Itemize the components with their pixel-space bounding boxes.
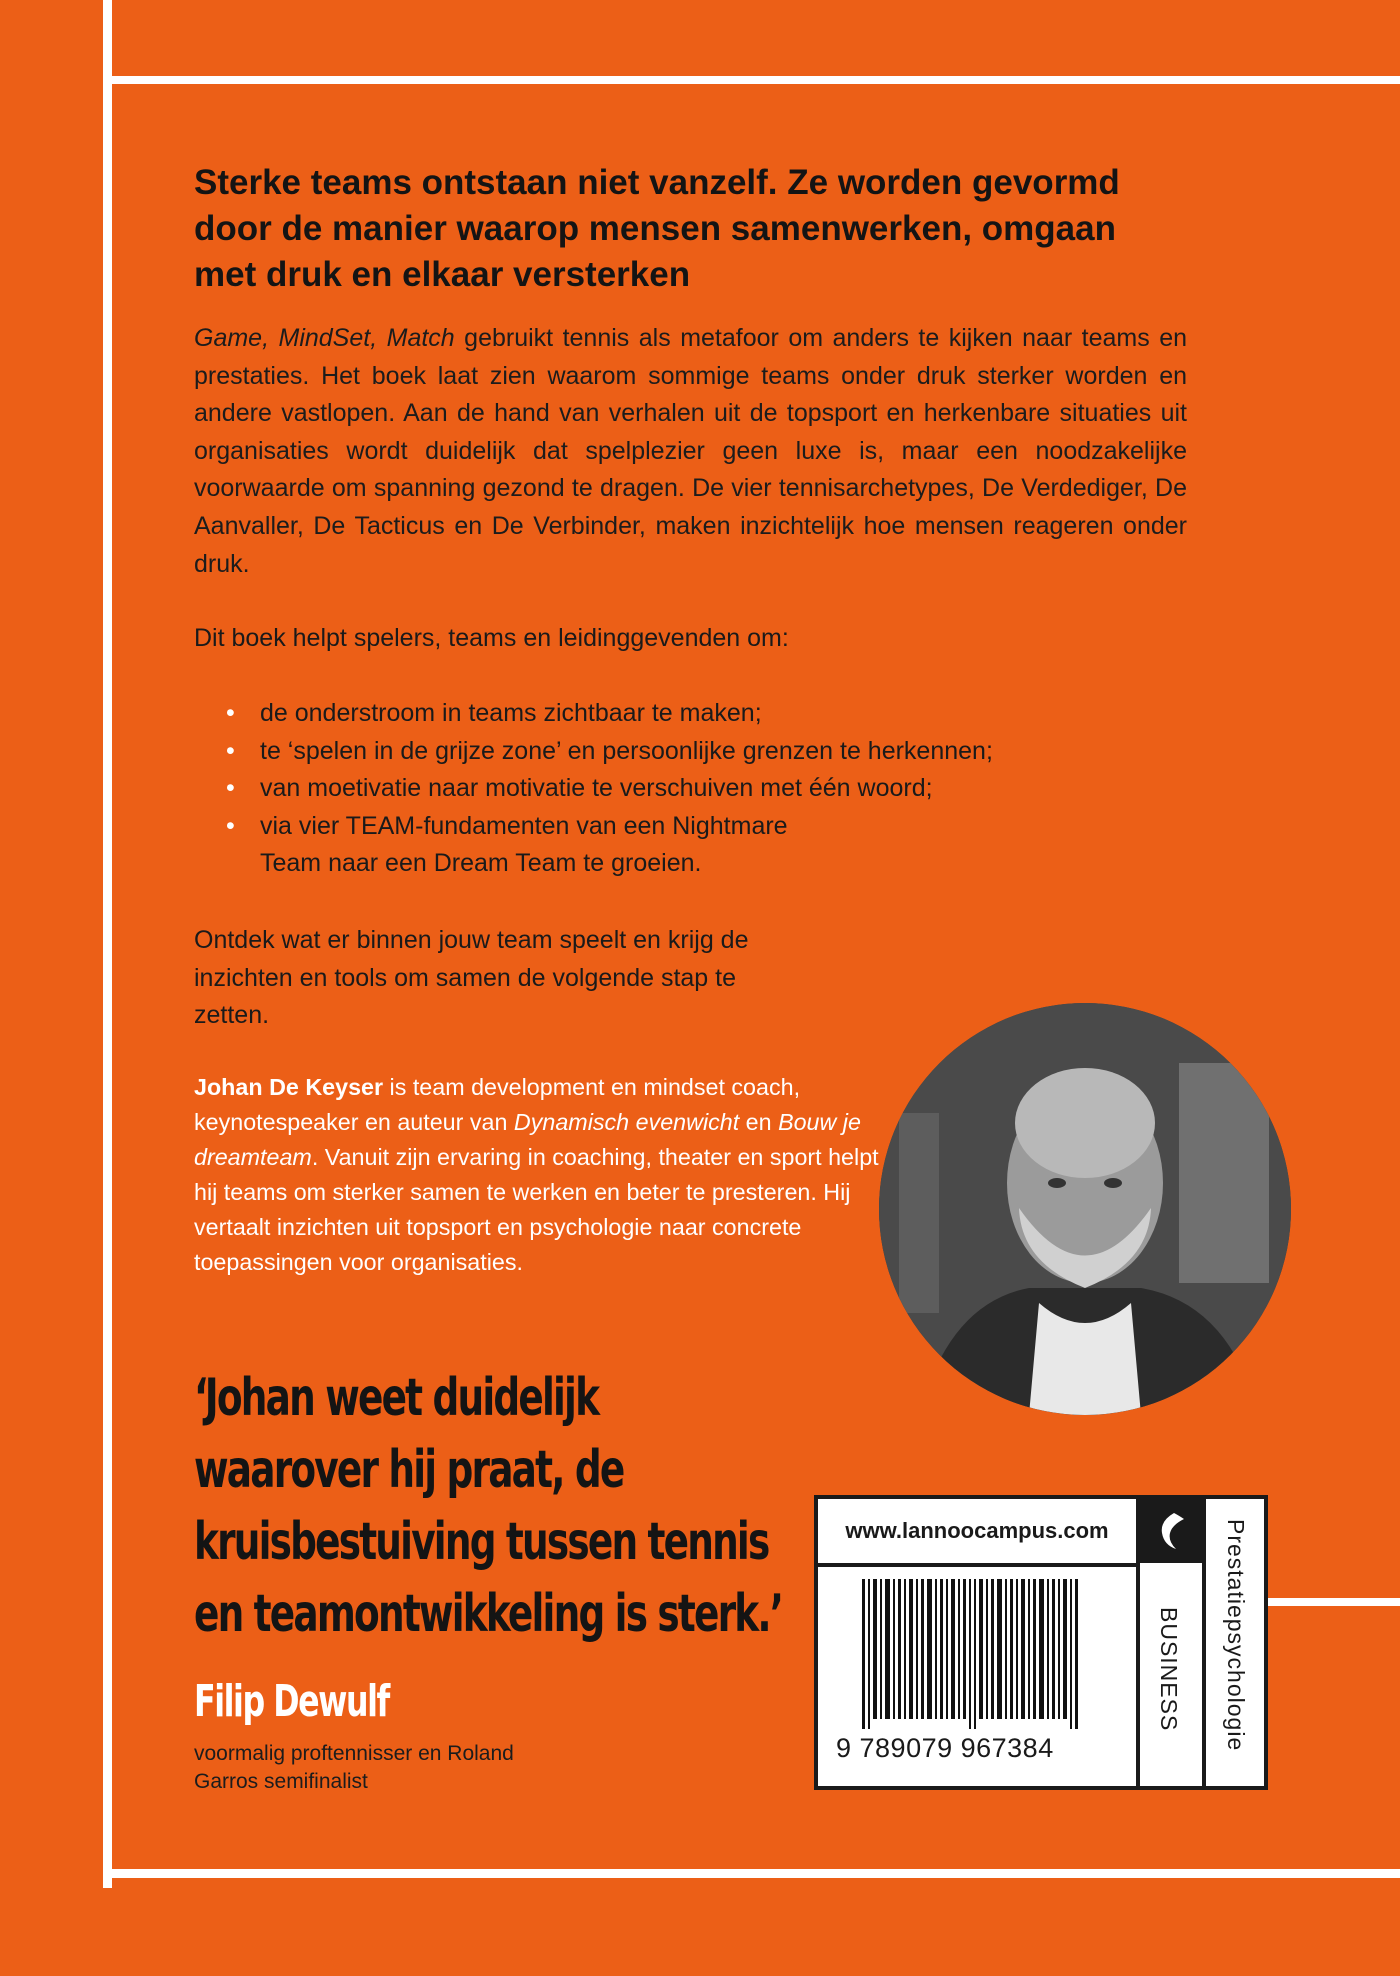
headline: Sterke teams ontstaan niet vanzelf. Ze worden gevormd door de manier waarop mensen samenwerken, omgaan met druk en elkaar versterken: [194, 163, 1120, 294]
endorsement-author: Filip Dewulf: [194, 1676, 389, 1727]
bio-text: is team development en mindset coach, keynotespeaker en auteur van: [194, 1074, 801, 1135]
list-item: • te ‘spelen in de grijze zone’ en persoonlijke grenzen te herkennen;: [194, 733, 1094, 771]
court-line-left: [103, 0, 112, 1888]
author-bio: [194, 1070, 884, 1280]
outro-paragraph: Ontdek wat er binnen jouw team speelt en krijg de inzichten en tools om samen de volgende stap te zetten.: [194, 926, 749, 1029]
list-item: • via vier TEAM-fundamenten van een Nightmare Team naar een Dream Team te groeien.: [194, 808, 1094, 883]
publisher-url: www.lannoocampus.com: [818, 1499, 1136, 1567]
court-line-top: [103, 76, 1400, 84]
author-portrait: [879, 1003, 1291, 1415]
intro-book-title: Game, MindSet, Match: [194, 324, 455, 352]
bio-book-2: Bouw je dreamteam: [194, 1109, 861, 1170]
panel-divider: [1202, 1499, 1206, 1786]
isbn-number: 9 789079 967384: [836, 1733, 1054, 1763]
court-line-bottom: [103, 1869, 1400, 1878]
bio-text: en: [739, 1109, 779, 1135]
bullets-lead: Dit boek helpt spelers, teams en leidinggevenden om:: [194, 624, 789, 652]
publisher-panel: [814, 1495, 1268, 1790]
category-label: BUSINESS: [1156, 1607, 1182, 1732]
bio-book-1: Dynamisch evenwicht: [513, 1109, 740, 1135]
intro-text: gebruikt tennis als metafoor om anders te kijken naar teams en prestaties. Het boek laat zien waarom sommige teams onder druk sterker worden en andere vastlopen. Aan de hand van verhalen uit de topsport en herkenbare situaties uit organisaties wordt duidelijk dat spelplezier geen luxe is, maar een noodzakelijke voorwaarde om spanning gezond te dragen. De vier tennisarchetypes, De Verdediger, De Aanvaller, De Tacticus en De Verbinder, maken inzichtelijk hoe mensen reageren onder druk.: [194, 324, 1187, 578]
isbn-barcode: [862, 1579, 1082, 1729]
endorsement-quote: ‘Johan weet duidelijk waarover hij praat, de kruisbestuiving tussen tennis en teamontwikkeling is sterk.’: [194, 1368, 783, 1644]
court-line-right-stub: [1268, 1598, 1400, 1606]
publisher-logo-icon: [1140, 1499, 1202, 1563]
list-item: • de onderstroom in teams zichtbaar te maken;: [194, 695, 1094, 733]
author-name: Johan De Keyser: [194, 1074, 384, 1100]
intro-paragraph: [194, 320, 1187, 583]
author-portrait-image: [879, 1003, 1291, 1415]
benefits-list: [194, 695, 1094, 883]
bio-text: . Vanuit zijn ervaring in coaching, theater en sport helpt hij teams om sterker samen te werken en beter te presteren. Hij vertaalt inzichten uit topsport en psychologie naar concrete toepassingen voor organisaties.: [194, 1144, 879, 1275]
subcategory-label: Prestatiepsychologie: [1223, 1519, 1249, 1752]
endorsement-role: voormalig proftennisser en Roland Garros semifinalist: [194, 1742, 514, 1793]
list-item: • van moetivatie naar motivatie te verschuiven met één woord;: [194, 770, 1094, 808]
